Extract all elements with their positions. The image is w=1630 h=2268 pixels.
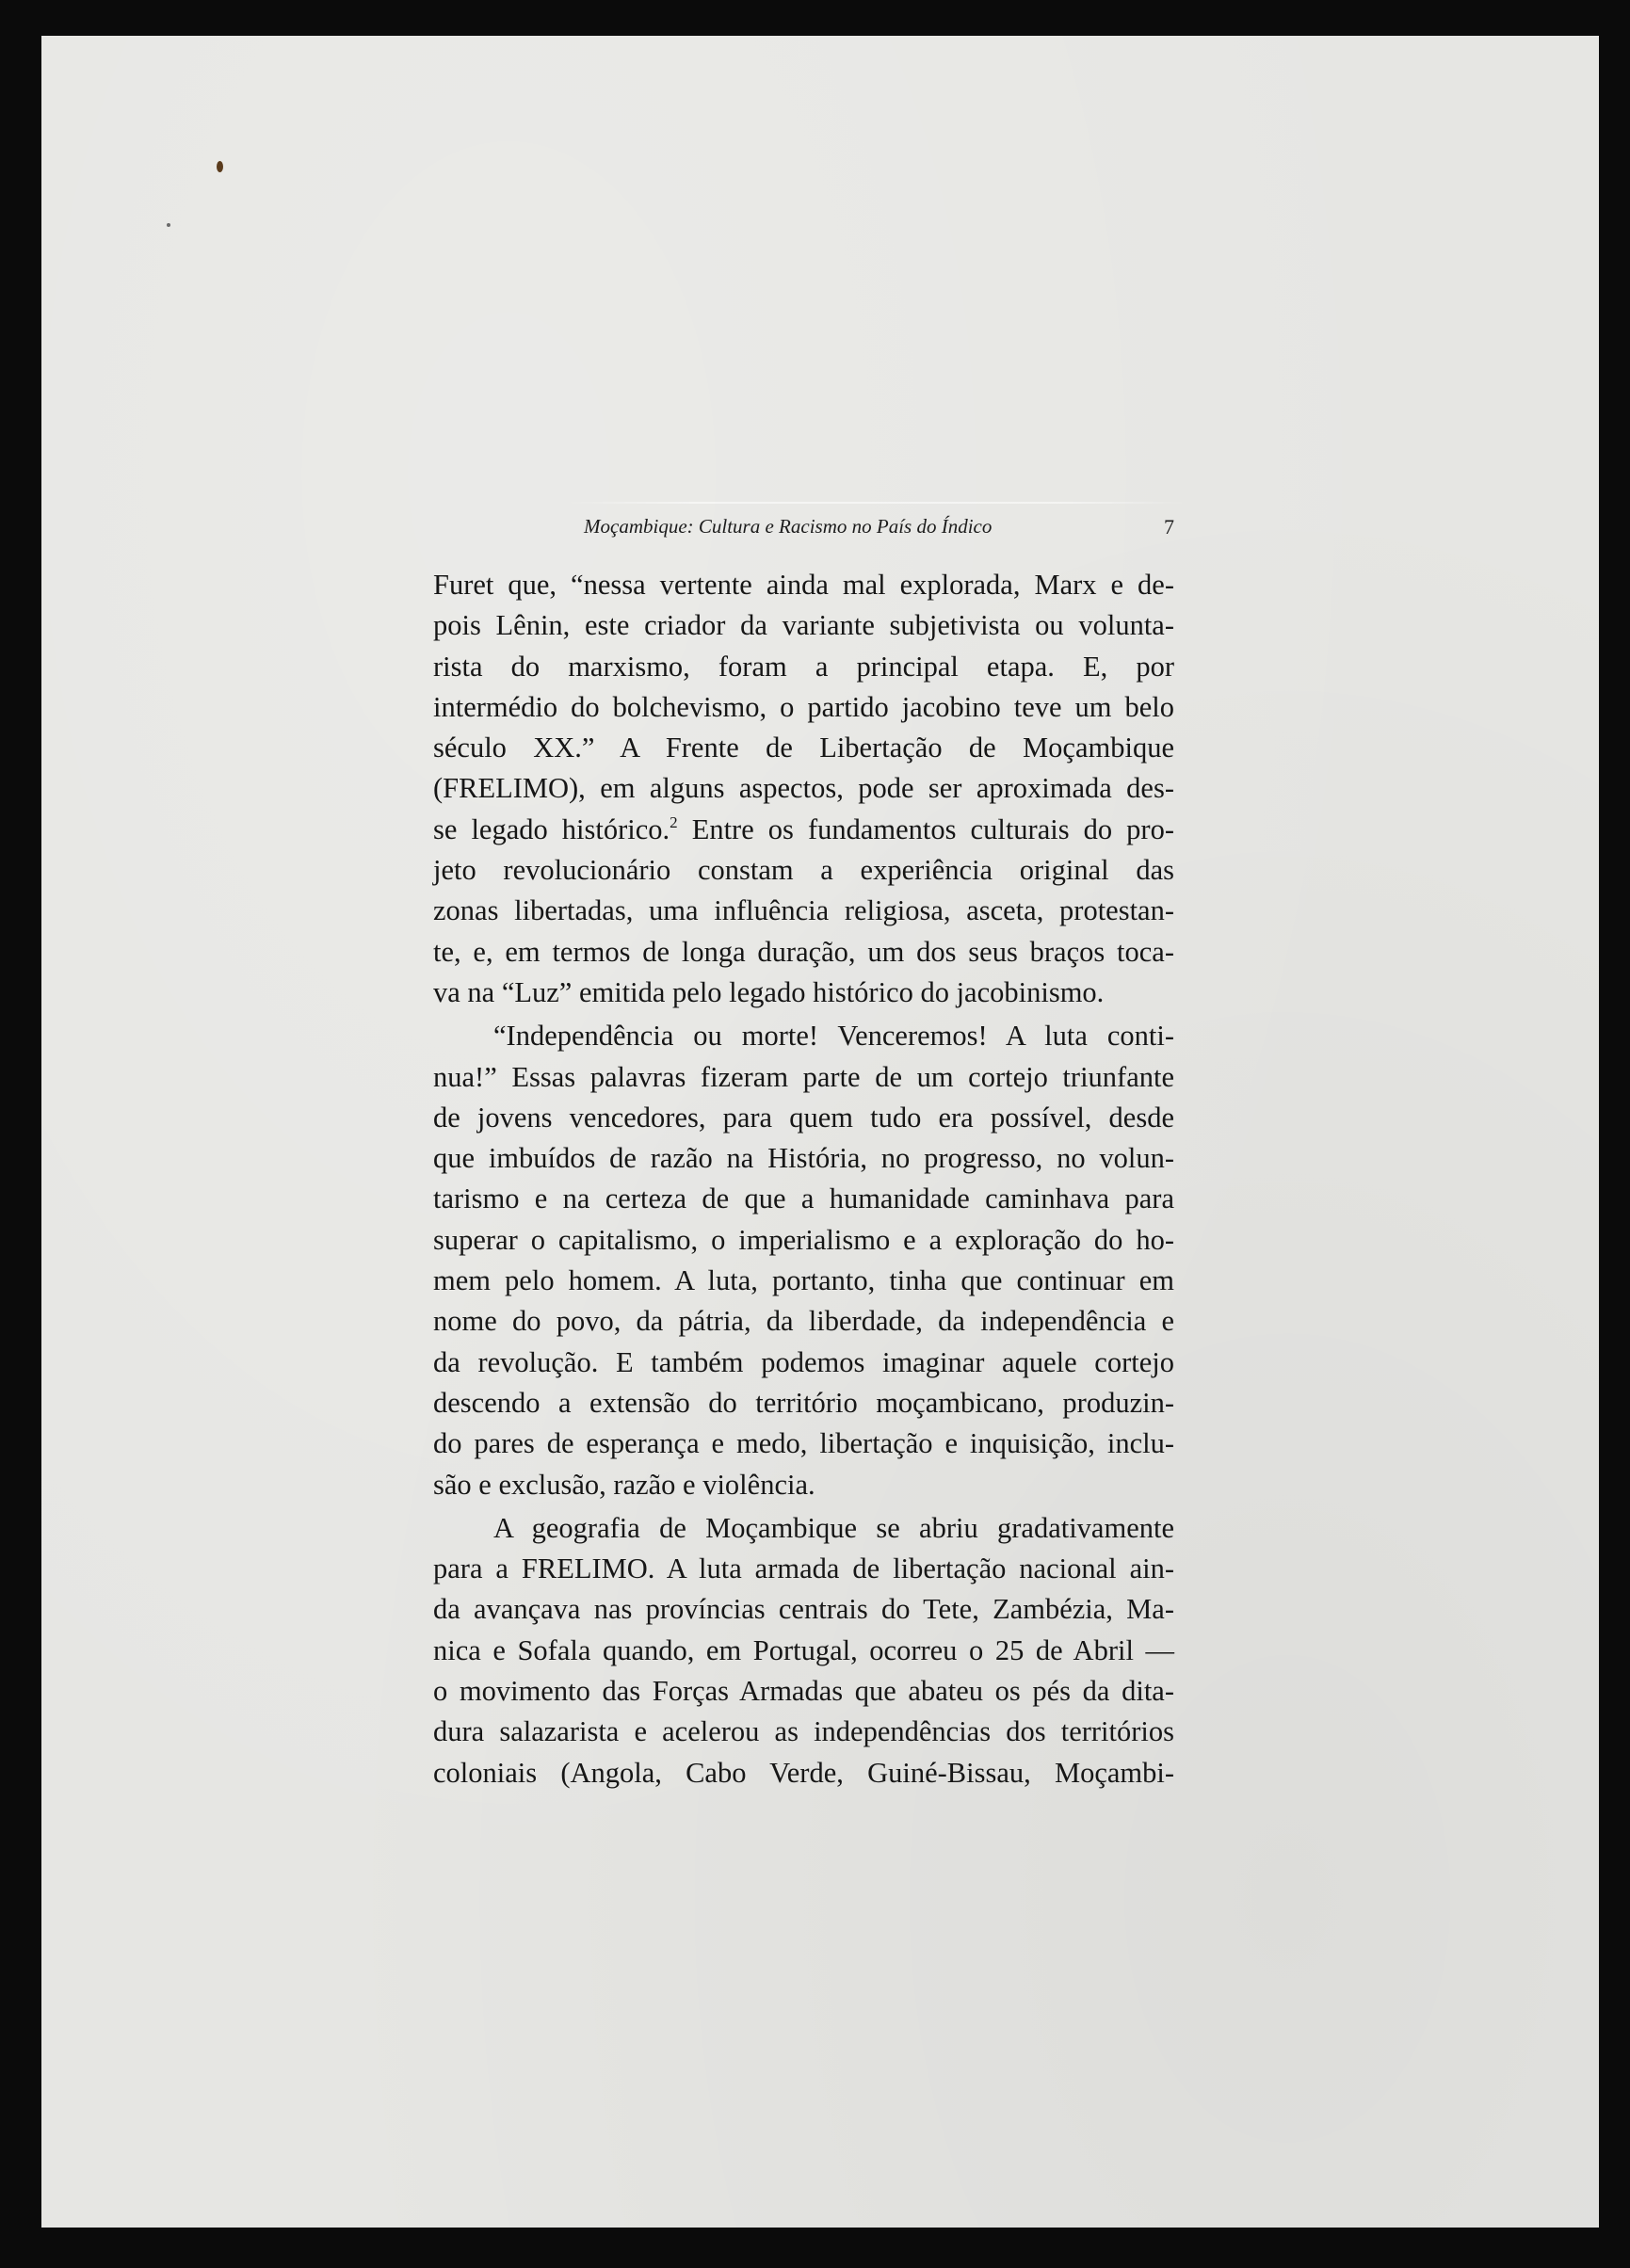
text-line-with-footnote xyxy=(433,810,1174,850)
text-line: que imbuídos de razão na História, no progresso, no volun- xyxy=(433,1142,1174,1175)
text-line: século XX.” A Frente de Libertação de Moçambique xyxy=(433,732,1174,764)
text-line: da revolução. E também podemos imaginar aquele cortejo xyxy=(433,1345,1174,1378)
text-line: da avançava nas províncias centrais do Tete, Zambézia, Ma- xyxy=(433,1593,1174,1626)
text-line: va na “Luz” emitida pelo legado histórico do jacobinismo. xyxy=(433,975,1105,1008)
dirt-speck xyxy=(217,161,223,172)
text-line: para a FRELIMO. A luta armada de libertação nacional ain- xyxy=(433,1552,1174,1585)
text-fragment: se legado histórico. xyxy=(433,812,670,845)
text-line: descendo a extensão do território moçambicano, produzin- xyxy=(433,1386,1174,1419)
footnote-marker: 2 xyxy=(670,812,678,831)
text-line: intermédio do bolchevismo, o partido jacobino teve um belo xyxy=(433,690,1174,723)
text-line: do pares de esperança e medo, libertação e inquisição, inclu- xyxy=(433,1427,1174,1460)
text-fragment: Entre os fundamentos culturais do pro- xyxy=(677,812,1174,845)
text-line: nua!” Essas palavras fizeram parte de um cortejo triunfante xyxy=(433,1060,1174,1093)
text-line: te, e, em termos de longa duração, um dos seus braços toca- xyxy=(433,935,1174,968)
text-line: (FRELIMO), em alguns aspectos, pode ser aproximada des- xyxy=(433,772,1174,805)
text-line: coloniais (Angola, Cabo Verde, Guiné-Bissau, Moçambi- xyxy=(433,1756,1174,1789)
text-line: nica e Sofala quando, em Portugal, ocorreu o 25 de Abril — xyxy=(433,1633,1174,1666)
text-line: nome do povo, da pátria, da liberdade, da independência e xyxy=(433,1305,1174,1338)
paper-crease xyxy=(565,502,1186,504)
running-header-title: Moçambique: Cultura e Racismo no País do Índico xyxy=(584,515,993,538)
text-line: pois Lênin, este criador da variante subjetivista ou volunta- xyxy=(433,609,1174,642)
text-line: são e exclusão, razão e violência. xyxy=(433,1468,815,1501)
paragraph-1 xyxy=(433,565,1174,1013)
page-number: 7 xyxy=(1164,515,1174,539)
text-line: de jovens vencedores, para quem tudo era possível, desde xyxy=(433,1101,1174,1134)
text-line: o movimento das Forças Armadas que abateu os pés da dita- xyxy=(433,1675,1174,1708)
dirt-speck xyxy=(167,223,170,227)
text-line: mem pelo homem. A luta, portanto, tinha que continuar em xyxy=(433,1264,1174,1297)
text-line: tarismo e na certeza de que a humanidade caminhava para xyxy=(433,1182,1174,1215)
text-line: superar o capitalismo, o imperialismo e a exploração do ho- xyxy=(433,1223,1174,1256)
text-line: A geografia de Moçambique se abriu gradativamente xyxy=(493,1511,1174,1544)
text-line: dura salazarista e acelerou as independências dos territórios xyxy=(433,1715,1174,1748)
paragraph-3 xyxy=(433,1508,1174,1793)
text-line: Furet que, “nessa vertente ainda mal explorada, Marx e de- xyxy=(433,569,1174,601)
text-line: “Independência ou morte! Venceremos! A luta conti- xyxy=(493,1020,1174,1053)
body-text xyxy=(433,565,1174,1793)
text-line: jeto revolucionário constam a experiência original das xyxy=(433,854,1174,887)
text-line: rista do marxismo, foram a principal etapa. E, por xyxy=(433,650,1174,683)
paragraph-2 xyxy=(433,1016,1174,1505)
text-line: zonas libertadas, uma influência religiosa, asceta, protestan- xyxy=(433,894,1174,927)
